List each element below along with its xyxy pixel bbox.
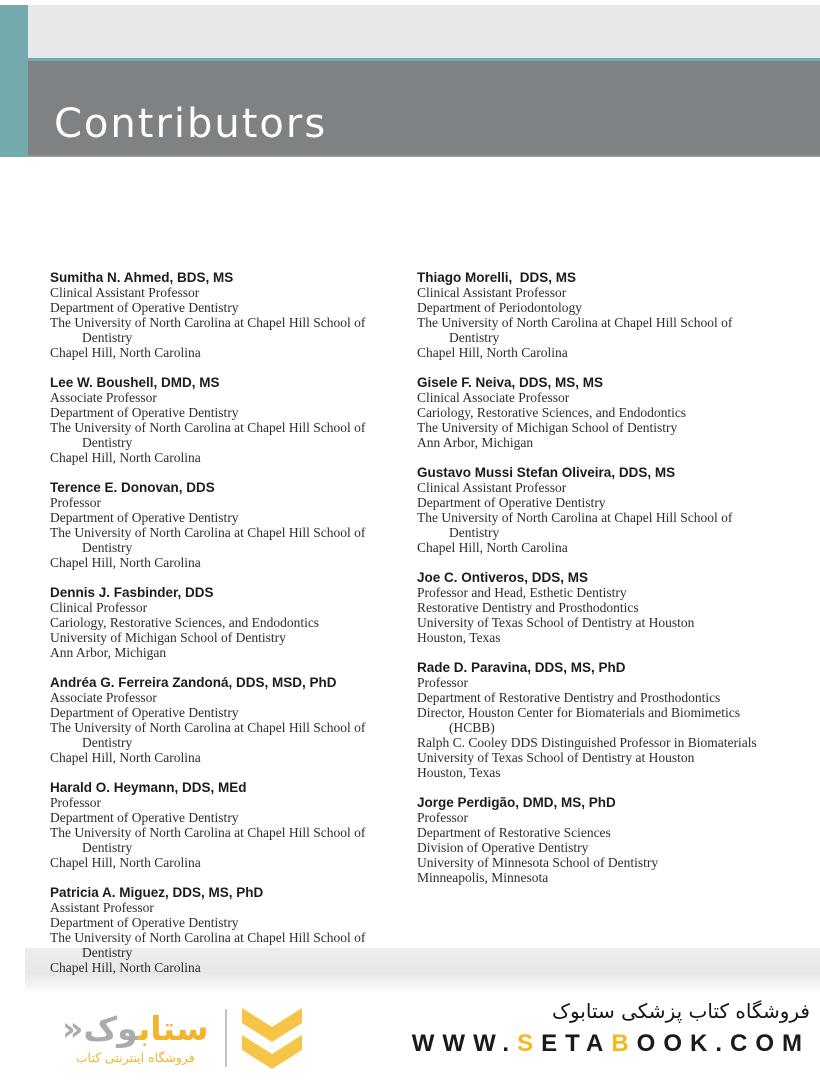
contributor-detail-line: Department of Operative Dentistry: [50, 405, 239, 420]
url-text: WWW.: [411, 1030, 518, 1057]
page-title: Contributors: [54, 101, 328, 147]
setabook-wordmark-block: [62, 1008, 209, 1066]
contributor-detail-line: University of Texas School of Dentistry at Houston: [417, 615, 695, 630]
contributor-detail-line: Restorative Dentistry and Prosthodontics: [417, 600, 639, 615]
footer-watermark: [0, 993, 820, 1080]
contributor-entry: [417, 375, 812, 450]
contributor-name: Gisele F. Neiva, DDS, MS, MS: [417, 375, 604, 390]
contributor-detail-line: Cariology, Restorative Sciences, and Endodontics: [50, 615, 320, 630]
contributor-name: Thiago Morelli, DDS, MS: [417, 270, 577, 285]
contributor-detail-line: The University of North Carolina at Chapel Hill School of: [50, 315, 366, 330]
wordmark-yellow-part: ستاب: [137, 1008, 209, 1048]
contributor-detail-line: Minneapolis, Minnesota: [417, 870, 549, 885]
contributor-detail-line: Dentistry: [82, 735, 133, 750]
contributor-detail-line: Chapel Hill, North Carolina: [417, 345, 568, 360]
contributor-name: Lee W. Boushell, DMD, MS: [50, 375, 220, 390]
contributor-detail-line: Dentistry: [449, 525, 500, 540]
contributor-detail-line: Associate Professor: [50, 390, 157, 405]
contributor-detail-line: Department of Operative Dentistry: [50, 510, 239, 525]
setabook-logo: [62, 1003, 305, 1073]
contributor-detail-line: Chapel Hill, North Carolina: [50, 450, 201, 465]
contributor-name: Harald O. Heymann, DDS, MEd: [50, 780, 247, 795]
contributor-detail-line: Houston, Texas: [417, 630, 501, 645]
contributor-entry: [50, 375, 412, 465]
contributor-entry: [50, 480, 412, 570]
contributor-detail-line: Clinical Assistant Professor: [417, 480, 567, 495]
wordmark-gray-part: وک: [83, 1008, 138, 1048]
contributor-detail-line: Clinical Professor: [50, 600, 148, 615]
url-accent-letter: S: [517, 1030, 542, 1057]
store-url: [412, 1030, 810, 1058]
contributor-entry: [50, 675, 412, 765]
contributor-detail-line: Chapel Hill, North Carolina: [50, 750, 201, 765]
contributor-name: Gustavo Mussi Stefan Oliveira, DDS, MS: [417, 465, 676, 480]
contributor-name: Terence E. Donovan, DDS: [50, 480, 215, 495]
contributor-detail-line: University of Minnesota School of Dentistry: [417, 855, 659, 870]
setabook-wordmark: [62, 1008, 209, 1048]
contributor-detail-line: Chapel Hill, North Carolina: [50, 555, 201, 570]
contributor-detail-line: Department of Restorative Dentistry and Prosthodontics: [417, 690, 721, 705]
contributor-detail-line: Ralph C. Cooley DDS Distinguished Professor in Biomaterials: [417, 735, 757, 750]
footer-right-block: [412, 999, 810, 1058]
contributor-detail-line: Houston, Texas: [417, 765, 501, 780]
contributor-detail-line: Professor: [417, 675, 468, 690]
contributor-name: Andréa G. Ferreira Zandoná, DDS, MSD, PhD: [50, 675, 337, 690]
contributor-detail-line: Clinical Assistant Professor: [417, 285, 567, 300]
contributor-detail-line: Ann Arbor, Michigan: [50, 645, 167, 660]
contributor-detail-line: Dentistry: [449, 330, 500, 345]
contributor-detail-line: Professor and Head, Esthetic Dentistry: [417, 585, 627, 600]
contributor-entry: [50, 780, 412, 870]
logo-divider: [225, 1009, 227, 1067]
contributor-entry: [417, 270, 812, 360]
contributor-name: Patricia A. Miguez, DDS, MS, PhD: [50, 885, 264, 900]
header-banner: [28, 61, 820, 157]
contributor-entry: [417, 660, 812, 780]
teal-accent-stripe: [0, 5, 28, 157]
contributor-detail-line: Chapel Hill, North Carolina: [50, 345, 201, 360]
contributor-detail-line: Department of Operative Dentistry: [50, 915, 239, 930]
contributor-detail-line: The University of North Carolina at Chapel Hill School of: [50, 825, 366, 840]
header-light-band: [28, 5, 820, 58]
contributor-entry: [50, 585, 412, 660]
contributor-detail-line: The University of North Carolina at Chapel Hill School of: [417, 510, 733, 525]
contributor-detail-line: The University of North Carolina at Chapel Hill School of: [50, 930, 366, 945]
contributor-detail-line: Division of Operative Dentistry: [417, 840, 589, 855]
contributor-entry: [417, 795, 812, 885]
contributor-name: Rade D. Paravina, DDS, MS, PhD: [417, 660, 626, 675]
contributor-detail-line: Chapel Hill, North Carolina: [417, 540, 568, 555]
contributor-detail-line: Chapel Hill, North Carolina: [50, 960, 201, 975]
contributor-detail-line: Dentistry: [82, 945, 133, 960]
contributor-detail-line: Clinical Assistant Professor: [50, 285, 200, 300]
wordmark-guillemet: «: [62, 1008, 84, 1048]
contributor-detail-line: Department of Restorative Sciences: [417, 825, 611, 840]
contributor-detail-line: Director, Houston Center for Biomaterials and Biomimetics: [417, 705, 741, 720]
contributor-name: Sumitha N. Ahmed, BDS, MS: [50, 270, 234, 285]
contributor-detail-line: University of Texas School of Dentistry at Houston: [417, 750, 695, 765]
contributor-detail-line: Department of Operative Dentistry: [50, 810, 239, 825]
contributor-detail-line: Associate Professor: [50, 690, 157, 705]
contributor-detail-line: Professor: [50, 495, 101, 510]
contributor-entry: [50, 270, 412, 360]
contributor-detail-line: Dentistry: [82, 435, 133, 450]
contributor-name: Joe C. Ontiveros, DDS, MS: [417, 570, 589, 585]
contributor-detail-line: The University of North Carolina at Chapel Hill School of: [417, 315, 733, 330]
store-tagline: فروشگاه کتاب پزشکی ستابوک: [552, 999, 810, 1023]
url-text: OOK.COM: [636, 1030, 810, 1057]
contributor-entry: [417, 465, 812, 555]
contributor-detail-line: Department of Operative Dentistry: [417, 495, 606, 510]
contributor-detail-line: The University of North Carolina at Chapel Hill School of: [50, 525, 366, 540]
contributor-entry: [417, 570, 812, 645]
contributor-detail-line: Ann Arbor, Michigan: [417, 435, 534, 450]
contributor-entry: [50, 885, 412, 975]
contributor-detail-line: Department of Periodontology: [417, 300, 582, 315]
contributor-name: Dennis J. Fasbinder, DDS: [50, 585, 214, 600]
contributor-detail-line: Department of Operative Dentistry: [50, 705, 239, 720]
contributor-detail-line: Chapel Hill, North Carolina: [50, 855, 201, 870]
contributor-column-left: [50, 270, 412, 990]
logo-caption: فروشگاه اینترنتی کتاب: [75, 1050, 195, 1066]
contributor-detail-line: The University of North Carolina at Chapel Hill School of: [50, 720, 366, 735]
contributor-detail-line: The University of North Carolina at Chapel Hill School of: [50, 420, 366, 435]
contributor-detail-line: Assistant Professor: [50, 900, 154, 915]
contributor-detail-line: Professor: [417, 810, 468, 825]
contributor-detail-line: (HCBB): [449, 720, 495, 735]
contributor-detail-line: Dentistry: [82, 540, 133, 555]
url-text: ETA: [541, 1030, 612, 1057]
contributor-detail-line: Dentistry: [82, 840, 133, 855]
contributor-detail-line: University of Michigan School of Dentistry: [50, 630, 286, 645]
contributor-name: Jorge Perdigão, DMD, MS, PhD: [417, 795, 616, 810]
url-accent-letter: B: [611, 1030, 637, 1057]
contributor-detail-line: Department of Operative Dentistry: [50, 300, 239, 315]
contributor-column-right: [417, 270, 812, 900]
contributor-detail-line: Professor: [50, 795, 101, 810]
contributor-detail-line: The University of Michigan School of Dentistry: [417, 420, 678, 435]
contributor-detail-line: Clinical Associate Professor: [417, 390, 570, 405]
contributor-detail-line: Cariology, Restorative Sciences, and Endodontics: [417, 405, 687, 420]
contributor-detail-line: Dentistry: [82, 330, 133, 345]
double-chevron-down-icon: [239, 1003, 305, 1073]
